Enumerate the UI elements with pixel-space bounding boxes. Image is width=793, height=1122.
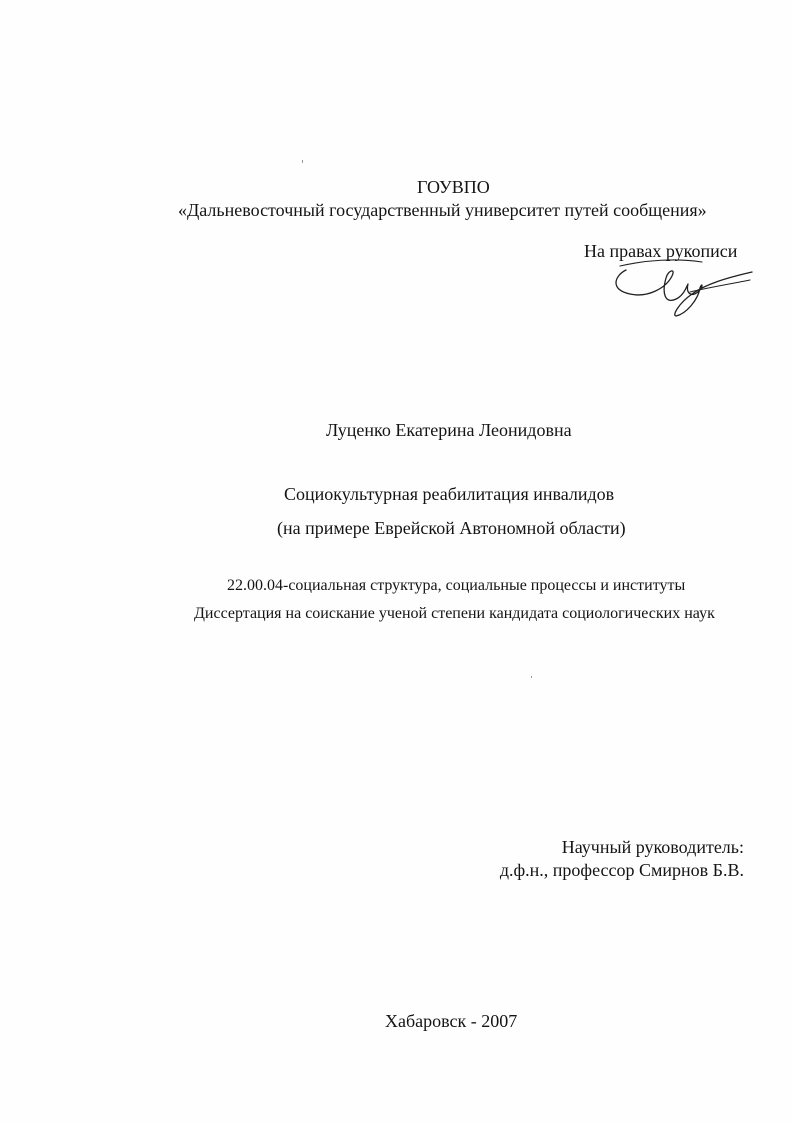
degree-statement: Диссертация на соискание ученой степени кандидата социологических наук	[194, 605, 715, 622]
org-abbreviation: ГОУВПО	[417, 177, 490, 197]
specialty-code: 22.00.04-социальная структура, социальные процессы и институты	[227, 577, 686, 594]
org-full-name: «Дальневосточный государственный университет путей сообщения»	[178, 200, 707, 220]
thesis-title-line-1: Социокультурная реабилитация инвалидов	[284, 484, 615, 504]
advisor-label: Научный руководитель:	[561, 837, 744, 857]
city-year: Хабаровск - 2007	[385, 1011, 518, 1031]
manuscript-note: На правах рукописи	[584, 241, 738, 261]
scan-speck	[302, 160, 303, 163]
author-name: Луценко Екатерина Леонидовна	[326, 420, 572, 440]
scan-speck	[531, 676, 532, 678]
handwritten-signature	[606, 258, 756, 320]
advisor-name: д.ф.н., профессор Смирнов Б.В.	[499, 860, 744, 880]
thesis-title-line-2: (на примере Еврейской Автономной области)	[277, 518, 626, 538]
